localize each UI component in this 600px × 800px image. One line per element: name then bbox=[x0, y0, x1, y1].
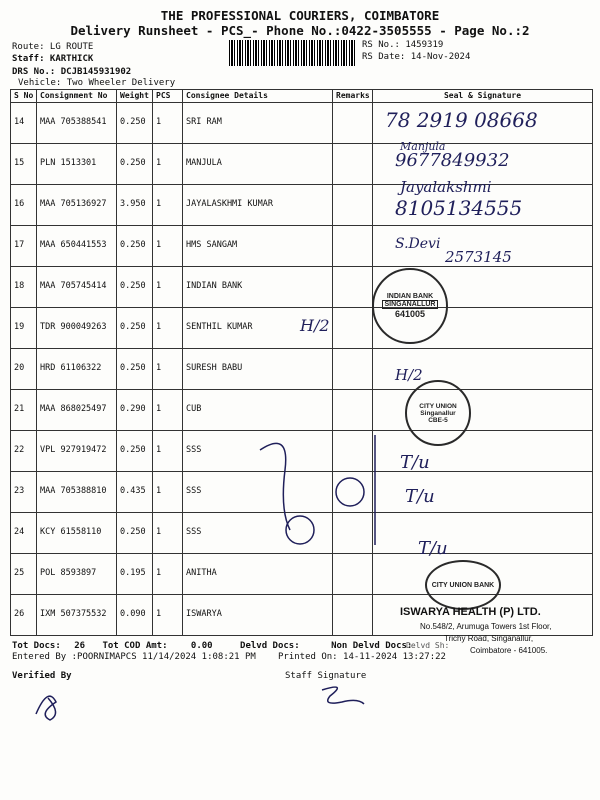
sig-phone-14: 78 2919 08668 bbox=[385, 108, 538, 132]
row-sno: 17 bbox=[11, 226, 37, 267]
row-sno: 23 bbox=[11, 472, 37, 513]
printed-on: Printed On: 14-11-2024 13:27:22 bbox=[278, 652, 446, 662]
row-consignee: SSS bbox=[183, 431, 333, 472]
row-weight: 0.250 bbox=[117, 431, 153, 472]
staff-label: Staff: KARTHICK bbox=[12, 54, 94, 64]
row-consignee: SURESH BABU bbox=[183, 349, 333, 390]
col-weight: Weight bbox=[117, 90, 153, 103]
row-sno: 16 bbox=[11, 185, 37, 226]
row-pcs: 1 bbox=[153, 226, 183, 267]
barcode bbox=[229, 40, 355, 66]
row-sno: 22 bbox=[11, 431, 37, 472]
iswarya-name: ISWARYA HEALTH (P) LTD. bbox=[400, 606, 541, 618]
stamp-indian-bank-code: 641005 bbox=[394, 309, 426, 319]
stamp-city-union-code: CBE-5 bbox=[428, 416, 448, 424]
verified-by-label: Verified By bbox=[12, 671, 72, 681]
row-sno: 21 bbox=[11, 390, 37, 431]
col-sno: S No bbox=[11, 90, 37, 103]
row-sno: 14 bbox=[11, 103, 37, 144]
col-pcs: PCS bbox=[153, 90, 183, 103]
rs-number: RS No.: 1459319 bbox=[362, 40, 444, 50]
row-remarks bbox=[333, 308, 373, 349]
row-consignment: MAA 705388810 bbox=[37, 472, 117, 513]
stamp-city-union-top: CITY UNION bbox=[419, 402, 457, 410]
row-remarks bbox=[333, 226, 373, 267]
stamp-indian-bank-top: INDIAN BANK bbox=[386, 293, 434, 300]
delvd-label: Delvd Docs: bbox=[240, 641, 300, 651]
sig-name-16: Jayalakshmi bbox=[400, 178, 492, 196]
row-pcs: 1 bbox=[153, 267, 183, 308]
row-weight: 0.195 bbox=[117, 554, 153, 595]
mark-h-21: H/2 bbox=[395, 366, 423, 384]
drs-number: DRS No.: DCJB145931902 bbox=[12, 67, 132, 77]
staff-signature-label: Staff Signature bbox=[285, 671, 367, 681]
vehicle-label: Vehicle: Two Wheeler Delivery bbox=[18, 78, 176, 88]
row-weight: 0.250 bbox=[117, 267, 153, 308]
sig-phone-16: 8105134555 bbox=[395, 196, 523, 220]
brace-strokes bbox=[250, 430, 390, 560]
mark-h-19: H/2 bbox=[300, 316, 330, 335]
row-sno: 18 bbox=[11, 267, 37, 308]
row-sno: 24 bbox=[11, 513, 37, 554]
row-consignee: ISWARYA bbox=[183, 595, 333, 636]
row-consignment: HRD 61106322 bbox=[37, 349, 117, 390]
row-seal bbox=[373, 513, 593, 554]
row-consignment: PLN 1513301 bbox=[37, 144, 117, 185]
row-sno: 25 bbox=[11, 554, 37, 595]
row-pcs: 1 bbox=[153, 595, 183, 636]
row-consignment: KCY 61558110 bbox=[37, 513, 117, 554]
row-pcs: 1 bbox=[153, 349, 183, 390]
row-pcs: 1 bbox=[153, 513, 183, 554]
row-consignment: TDR 900049263 bbox=[37, 308, 117, 349]
row-weight: 0.250 bbox=[117, 144, 153, 185]
row-consignee: SENTHIL KUMAR bbox=[183, 308, 333, 349]
row-sno: 19 bbox=[11, 308, 37, 349]
row-weight: 3.950 bbox=[117, 185, 153, 226]
runsheet-title: Delivery Runsheet - PCS_- Phone No.:0422-3505555 - Page No.:2 bbox=[70, 23, 530, 38]
row-sno: 26 bbox=[11, 595, 37, 636]
mark-tu-25: T/u bbox=[418, 538, 448, 559]
row-remarks bbox=[333, 103, 373, 144]
rs-date: RS Date: 14-Nov-2024 bbox=[362, 52, 471, 62]
mark-tu-22: T/u bbox=[400, 452, 430, 473]
row-sno: 15 bbox=[11, 144, 37, 185]
row-weight: 0.090 bbox=[117, 595, 153, 636]
row-remarks bbox=[333, 390, 373, 431]
col-consignment: Consignment No bbox=[37, 90, 117, 103]
row-weight: 0.250 bbox=[117, 103, 153, 144]
row-weight: 0.250 bbox=[117, 226, 153, 267]
col-remarks: Remarks bbox=[333, 90, 373, 103]
route-label: Route: LG ROUTE bbox=[12, 42, 94, 52]
row-pcs: 1 bbox=[153, 554, 183, 595]
iswarya-addr3: Coimbatore - 641005. bbox=[470, 646, 548, 655]
row-consignee: SSS bbox=[183, 513, 333, 554]
row-pcs: 1 bbox=[153, 144, 183, 185]
row-weight: 0.250 bbox=[117, 308, 153, 349]
row-pcs: 1 bbox=[153, 431, 183, 472]
row-weight: 0.290 bbox=[117, 390, 153, 431]
row-consignee: MANJULA bbox=[183, 144, 333, 185]
row-consignment: POL 8593897 bbox=[37, 554, 117, 595]
sig-phone-17: 2573145 bbox=[445, 248, 512, 266]
row-pcs: 1 bbox=[153, 308, 183, 349]
row-weight: 0.250 bbox=[117, 349, 153, 390]
tot-docs-label: Tot Docs: bbox=[12, 641, 61, 651]
row-consignee: ANITHA bbox=[183, 554, 333, 595]
row-consignee: SSS bbox=[183, 472, 333, 513]
row-remarks bbox=[333, 185, 373, 226]
row-consignment: IXM 507375532 bbox=[37, 595, 117, 636]
cod-label: Tot COD Amt: bbox=[102, 641, 168, 651]
row-weight: 0.250 bbox=[117, 513, 153, 554]
cod-value: 0.00 bbox=[190, 641, 213, 651]
row-remarks bbox=[333, 349, 373, 390]
col-seal: Seal & Signature bbox=[373, 90, 593, 103]
row-pcs: 1 bbox=[153, 472, 183, 513]
stamp-indian-bank bbox=[372, 268, 448, 344]
table-row bbox=[11, 390, 593, 431]
row-consignment: MAA 868025497 bbox=[37, 390, 117, 431]
row-remarks bbox=[333, 595, 373, 636]
row-consignee: HMS SANGAM bbox=[183, 226, 333, 267]
row-consignee: SRI RAM bbox=[183, 103, 333, 144]
iswarya-addr2: Trichy Road, Singanallur, bbox=[444, 634, 534, 643]
row-weight: 0.435 bbox=[117, 472, 153, 513]
row-pcs: 1 bbox=[153, 185, 183, 226]
stamp-city-union-2 bbox=[425, 560, 501, 610]
verified-signature bbox=[28, 684, 68, 724]
row-pcs: 1 bbox=[153, 103, 183, 144]
row-consignee: JAYALASKHMI KUMAR bbox=[183, 185, 333, 226]
footer-totals bbox=[12, 641, 412, 651]
row-pcs: 1 bbox=[153, 390, 183, 431]
row-consignee: CUB bbox=[183, 390, 333, 431]
iswarya-addr1: No.548/2, Arumuga Towers 1st Floor, bbox=[420, 622, 552, 631]
row-remarks bbox=[333, 144, 373, 185]
row-consignment: MAA 705388541 bbox=[37, 103, 117, 144]
table-row bbox=[11, 267, 593, 308]
stamp-indian-bank-mid: SINGANALLUR bbox=[382, 300, 439, 309]
mark-tu-23: T/u bbox=[405, 486, 435, 507]
tot-docs-value: 26 bbox=[74, 641, 86, 651]
row-remarks bbox=[333, 267, 373, 308]
table-row bbox=[11, 349, 593, 390]
staff-signature bbox=[318, 682, 368, 712]
row-consignment: MAA 650441553 bbox=[37, 226, 117, 267]
company-title: THE PROFESSIONAL COURIERS, COIMBATORE bbox=[160, 8, 440, 23]
row-consignee: INDIAN BANK bbox=[183, 267, 333, 308]
delvd-sh: Delvd Sh: bbox=[406, 641, 450, 650]
row-sno: 20 bbox=[11, 349, 37, 390]
row-consignment: MAA 705745414 bbox=[37, 267, 117, 308]
sig-name-17: S.Devi bbox=[395, 236, 441, 252]
stamp-city-union-2-top: CITY UNION BANK bbox=[431, 581, 495, 589]
stamp-city-union-mid: Singanallur bbox=[420, 409, 456, 417]
sig-phone-15: 9677849932 bbox=[395, 150, 510, 171]
sig-name-15: Manjula bbox=[400, 140, 446, 153]
stamp-city-union bbox=[405, 380, 471, 446]
row-consignment: VPL 927919472 bbox=[37, 431, 117, 472]
col-consignee: Consignee Details bbox=[183, 90, 333, 103]
row-consignment: MAA 705136927 bbox=[37, 185, 117, 226]
non-delvd-label: Non Delvd Docs: bbox=[331, 641, 413, 651]
entered-by: Entered By :POORNIMAPCS 11/14/2024 1:08:21 PM bbox=[12, 652, 256, 662]
table-header-row bbox=[11, 90, 593, 103]
